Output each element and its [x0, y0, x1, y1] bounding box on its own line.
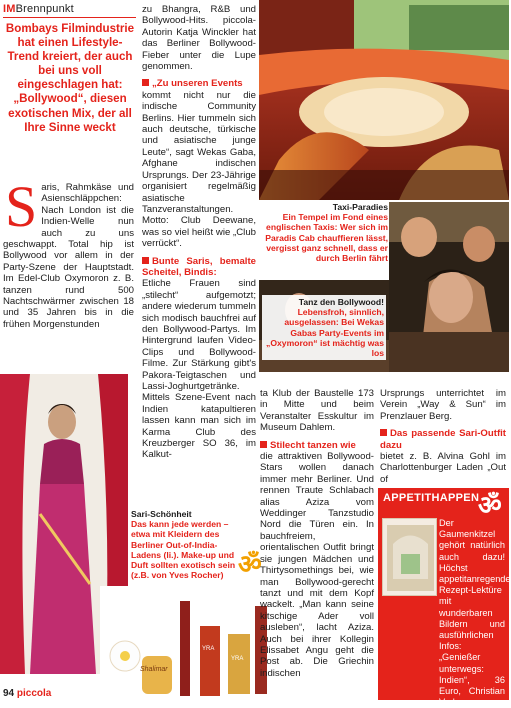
column-2-paragraph-3: Motto: Club Deewane, was so viel heißt wie „Club verrückt“. — [142, 215, 256, 250]
bullet-square — [380, 429, 387, 436]
cosmetics-image — [100, 586, 280, 700]
column-3-paragraph-2: die attraktiven Bollywood-Stars wollen danach immer mehr Berliner. Und rennen Traute Schlabach alias Aziza vom Weddinger Tanzstudio Nord die Türen ein. In bauchfreiem, orientalischen Outfit bringt sie jungen Mädchen und Thirtysomethings bei, wie man Bollywood-gerecht tanzt und mit dem Kopf wackelt. „Man kann seine kitschige Ader voll ausleben“, lacht Aziza. Auch bei ihrer Kollegin Elissabet Angu geht die Post ab. Die Griechin indischen — [260, 451, 374, 679]
caption-taxi-text: Ein Tempel im Fond eines englischen Taxis: Wer sich im Paradis Cab chauffieren lässt, vergisst ganz schnell, dass er durch Berlin fährt — [265, 212, 388, 264]
caption-sari — [131, 509, 236, 580]
column-2-heading-1: „Zu unseren Events — [142, 78, 256, 89]
column-3-paragraph-1: ta Klub der Baustelle 173 in Mitte und beim Veranstalter Esskultur im Museum Dahlem. — [260, 388, 374, 434]
bullet-square — [142, 257, 149, 264]
column-2-paragraph-2: kommt nicht nur die indische Community Berlins. Hier tummeln sich auch deutsche, türkische und asiatische junge Leute“, sagt Wekas Gaba, Afghane indischen Ursprungs. Der 23-Jährige organisiert regelmäßig asiatische Tanzveranstaltungen. — [142, 89, 256, 215]
caption-taxi — [264, 202, 388, 263]
column-4 — [380, 388, 506, 486]
column-1 — [3, 174, 134, 372]
caption-sari-title: Sari-Schönheit — [131, 509, 192, 519]
column-4-paragraph-1: Ursprungs unterrichtet im Verein „Way & Sun“ im Prenzlauer Berg. — [380, 388, 506, 422]
page-number: 94 — [3, 688, 15, 699]
dance-party-photo — [389, 202, 509, 372]
column-3-heading-1: Stilecht tanzen wie — [260, 440, 374, 451]
bottle-label-a: YRA — [202, 646, 215, 652]
taxi-interior-image — [259, 0, 509, 200]
appetithappen-text: Der Gaumenkitzel gehört natürlich auch dazu! Höchst appetitanregende Rezept-Lektüre mit wunderbaren Bildern und ausführlichen Infos: „Genießer unterwegs: Indien“, 36 Euro, Christian Verlag — [439, 518, 511, 708]
caption-dance-title: Tanz den Bollywood! — [298, 297, 384, 307]
bottle-label-b: YRA — [231, 656, 244, 662]
caption-taxi-title: Taxi-Paradies — [332, 202, 388, 212]
intro-text: Bombays Filmindustrie hat einen Lifestyle-Trend kreiert, der auch bei uns voll eingeschlagen hat: „Bollywood“, diesen exotischen Mix, der all Ihre Sinne weckt — [5, 22, 135, 134]
section-title: Brennpunkt — [15, 3, 74, 15]
drop-cap: S — [5, 174, 38, 239]
taxi-interior-photo — [259, 0, 509, 200]
caption-dance — [262, 295, 386, 360]
om-symbol-small: ॐ — [238, 549, 262, 579]
footer-brand: piccola — [16, 688, 52, 699]
bullet-square — [260, 441, 267, 448]
column-1-text: aris, Rahmkäse und Asienschläppchen: Nach London ist die Indien-Welle nun auch zu uns geschwappt. Total hip ist Bollywood vor allem in der Party-Szene der Hauptstadt. Im Edel-Club Oxymoron z. B. tanzen rund 500 Nachtschwärmer zwischen 18 und 35 Jahren bis in die frühen Morgenstunden — [3, 182, 134, 330]
column-2-paragraph-1: zu Bhangra, R&B und Bollywood-Hits. piccola-Autorin Katja Winckler hat das Berliner Bollywood-Fieber unter die Lupe genommen. — [142, 4, 256, 73]
page-footer — [3, 688, 51, 699]
dance-party-image — [389, 202, 509, 372]
bullet-square — [142, 79, 149, 86]
column-3 — [260, 388, 374, 700]
header-rule — [3, 17, 136, 18]
column-2 — [142, 4, 256, 461]
caption-dance-text: Lebensfroh, sinnlich, ausgelassen: Bei Wekas Gabas Party-Events im „Oxymoron“ ist mächtig was los — [266, 307, 384, 359]
cosmetics-photo — [100, 586, 280, 700]
column-2-heading-2: Bunte Saris, bemalte Scheitel, Bindis: — [142, 255, 256, 278]
appetithappen-box — [378, 488, 511, 708]
column-4-heading-1: Das passende Sari-Outfit dazu — [380, 428, 506, 451]
column-4-paragraph-2: bietet z. B. Alvina Gohl im Charlottenburger Laden „Out of — [380, 451, 506, 485]
section-header — [3, 3, 74, 15]
caption-sari-text: Das kann jede werden – etwa mit Kleidern des Berliner Out-of-India-Ladens (li.). Make-up und Duft sollten exotisch sein (z.B. von Yves Rocher) — [131, 519, 236, 581]
om-symbol-large: ॐ — [478, 490, 502, 520]
perfume-label: Shalimar — [140, 666, 168, 673]
column-2-paragraph-4: Etliche Frauen sind „stilecht“ aufgemotzt; andere wiederum tummeln sich modisch bauchfrei auf den Bollywood-Partys. Im Hintergrund laufen Video-Clips und Bollywood-Filme. Zur Stärkung gibt's Pakora-Teigtaschen und Lassi-Joghurtgetränke. Mittels Szene-Event nach Indien katapultieren lassen kann man sich im Karma Club des Kreuzberger SO 36, im Kalkut- — [142, 278, 256, 461]
section-prefix: IM — [3, 3, 16, 15]
appetithappen-title: APPETITHAPPEN — [383, 492, 480, 504]
